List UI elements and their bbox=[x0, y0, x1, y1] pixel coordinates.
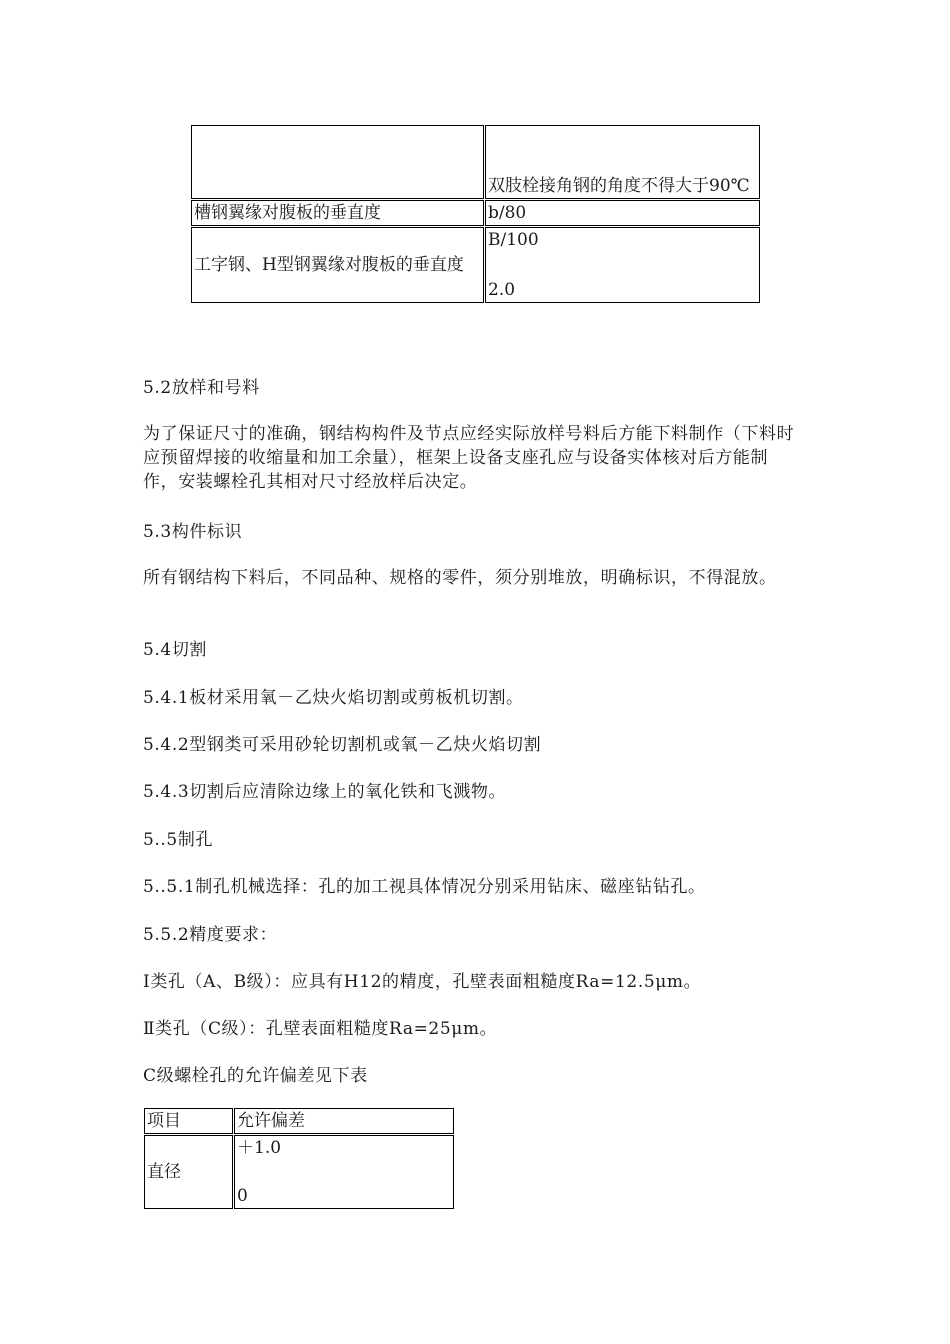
tolerance-value-upper: B/100 bbox=[488, 230, 539, 250]
body-paragraph: 5.4.2型钢类可采用砂轮切割机或氧－乙炔火焰切割 bbox=[143, 735, 542, 755]
table-header-row bbox=[144, 1108, 454, 1134]
table-header-cell: 允许偏差 bbox=[234, 1108, 454, 1134]
table-cell: b/80 bbox=[485, 200, 760, 226]
table-row bbox=[191, 125, 760, 199]
tolerance-value-lower: 2.0 bbox=[488, 280, 516, 300]
table-cell bbox=[191, 125, 484, 199]
table-row bbox=[191, 227, 760, 303]
tolerance-table-top bbox=[190, 124, 761, 304]
tolerance-value-lower: 0 bbox=[237, 1186, 248, 1206]
tolerance-value-upper: ＋1.0 bbox=[237, 1138, 282, 1158]
table-cell bbox=[485, 227, 760, 303]
body-paragraph: 5.4.1板材采用氧－乙炔火焰切割或剪板机切割。 bbox=[143, 688, 524, 708]
body-paragraph: C级螺栓孔的允许偏差见下表 bbox=[143, 1066, 368, 1086]
body-paragraph: 所有钢结构下料后，不同品种、规格的零件，须分别堆放，明确标识，不得混放。 bbox=[143, 568, 777, 588]
table-cell: 双肢栓接角钢的角度不得大于90℃ bbox=[485, 125, 760, 199]
body-paragraph: 5..5.1制孔机械选择：孔的加工视具体情况分别采用钻床、磁座钻钻孔。 bbox=[143, 877, 706, 897]
table-header-cell: 项目 bbox=[144, 1108, 233, 1134]
table-row bbox=[191, 200, 760, 226]
body-paragraph: 5.4.3切割后应清除边缘上的氧化铁和飞溅物。 bbox=[143, 782, 507, 802]
section-heading: 5.4切割 bbox=[143, 640, 208, 660]
section-heading: 5.3构件标识 bbox=[143, 522, 243, 542]
table-cell: 槽钢翼缘对腹板的垂直度 bbox=[191, 200, 484, 226]
section-heading: 5..5制孔 bbox=[143, 830, 214, 850]
body-paragraph: 5.5.2精度要求： bbox=[143, 925, 278, 945]
body-paragraph: Ⅰ类孔（A、B级）：应具有H12的精度，孔壁表面粗糙度Ra=12.5μm。 bbox=[143, 972, 702, 992]
table-cell: 工字钢、H型钢翼缘对腹板的垂直度 bbox=[191, 227, 484, 303]
body-paragraph: Ⅱ类孔（C级）：孔壁表面粗糙度Ra=25μm。 bbox=[143, 1019, 498, 1039]
table-row bbox=[144, 1135, 454, 1209]
section-heading: 5.2放样和号料 bbox=[143, 378, 260, 398]
table-cell bbox=[234, 1135, 454, 1209]
body-paragraph: 为了保证尺寸的准确，钢结构构件及节点应经实际放样号料后方能下料制作（下料时应预留焊接的收缩量和加工余量），框架上设备支座孔应与设备实体核对后方能制作，安装螺栓孔其相对尺寸经放样后决定。 bbox=[143, 424, 795, 492]
bolt-hole-tolerance-table bbox=[143, 1107, 455, 1210]
table-cell: 直径 bbox=[144, 1135, 233, 1209]
